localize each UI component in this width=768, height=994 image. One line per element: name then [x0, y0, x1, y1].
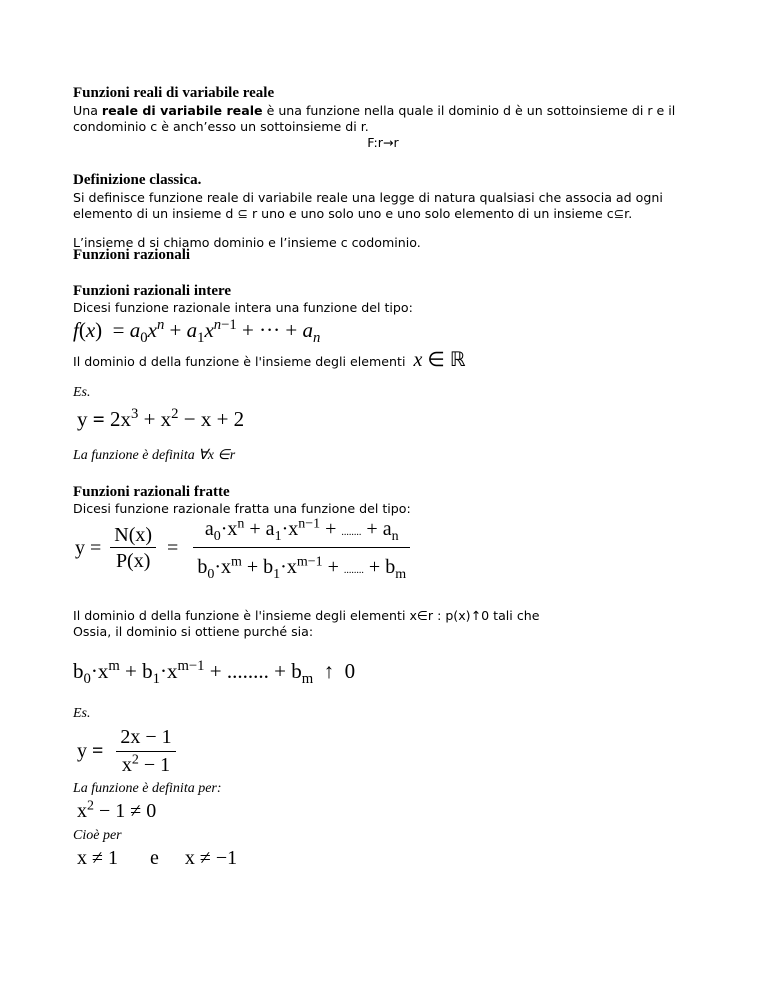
defined-text-2: La funzione è definita per:: [73, 781, 222, 796]
solution-right: x ≠ −1: [184, 847, 238, 869]
section-razionali: [73, 246, 190, 264]
fratte-domain-block: [73, 608, 539, 640]
paragraph-definition: [73, 103, 693, 135]
formula-poly-example: $y = 2x^3 + x^2 - x + 2$: [77, 406, 245, 431]
heading-razionali-intere: Funzioni razionali intere: [73, 283, 232, 299]
formula-denominator-condition: $b_0\cdot x^m + b_1\cdot x^{m-1}$ + ........ + $b_m$ ↑ 0: [73, 658, 356, 688]
formula-domain-set: x ∈ ℝ: [413, 349, 466, 371]
es-label-1: Es.: [73, 385, 91, 400]
section-definizione: [73, 171, 693, 251]
paragraph-fratte: Dicesi funzione razionale fratta una funzione del tipo:: [73, 501, 411, 516]
defined-text-1: La funzione è definita ∀x ∈r: [73, 448, 236, 463]
paragraph-dominio: L’insieme d si chiamo dominio e l’insieme c codominio.: [73, 235, 421, 250]
section-reali: [73, 84, 693, 151]
heading-funzioni-razionali: Funzioni razionali: [73, 247, 191, 263]
formula-solution: [77, 845, 237, 871]
domain-fratte-1: Il dominio d della funzione è l'insieme degli elementi x∈r : p(x)↑0 tali che: [73, 608, 540, 623]
formula-rational-general: y = $\frac{N(x)}{P(x)}$ = $\frac{a_0\cdot x^n + a_1\cdot x^{n-1} + ........ + a_n}{b_0\cdot x^m + b_1\cdot x^{m-1} + ........ + b_m}$: [75, 518, 410, 579]
solution-left: x ≠ 1: [77, 847, 118, 869]
formula-condition-example: $x^2 - 1 \ne 0$: [77, 798, 157, 822]
heading-razionali-fratte: Funzioni razionali fratte: [73, 484, 230, 500]
mapping-text: F:r→r: [367, 135, 399, 150]
paragraph-definizione: Si definisce funzione reale di variabile reale una legge di natura qualsiasi che associa ad ogni elemento di un insieme d ⊆ r uno e uno solo uno e uno solo elemento di un insieme c⊆r.: [73, 190, 663, 221]
section-fratte: [73, 483, 411, 517]
cioe-text: Cioè per: [73, 828, 122, 843]
formula-poly-general: $f(x) = a_0x^n + a_1x^{n-1}$ + ··· + $a_n$: [73, 317, 321, 347]
formula-rational-example: y = $\frac{2x - 1}{x^2 - 1}$: [77, 726, 176, 777]
domain-text: Il dominio d della funzione è l'insieme degli elementi: [73, 354, 406, 369]
heading-funzioni-reali: Funzioni reali di variabile reale: [73, 85, 275, 101]
text-post: è una funzione nella quale il dominio d è un sottoinsieme di r e il condominio c è anch’esso un sottoinsieme di r.: [73, 103, 676, 134]
domain-fratte-2: Ossia, il dominio si ottiene purché sia:: [73, 624, 314, 639]
domain-line: [73, 347, 693, 372]
text-pre: Una: [73, 103, 102, 118]
heading-definizione: Definizione classica.: [73, 172, 202, 188]
text-bold: reale di variabile reale: [101, 103, 263, 118]
paragraph-intere: Dicesi funzione razionale intera una funzione del tipo:: [73, 300, 413, 315]
es-label-2: Es.: [73, 706, 91, 721]
section-intere: [73, 282, 413, 316]
solution-e: e: [149, 847, 159, 869]
